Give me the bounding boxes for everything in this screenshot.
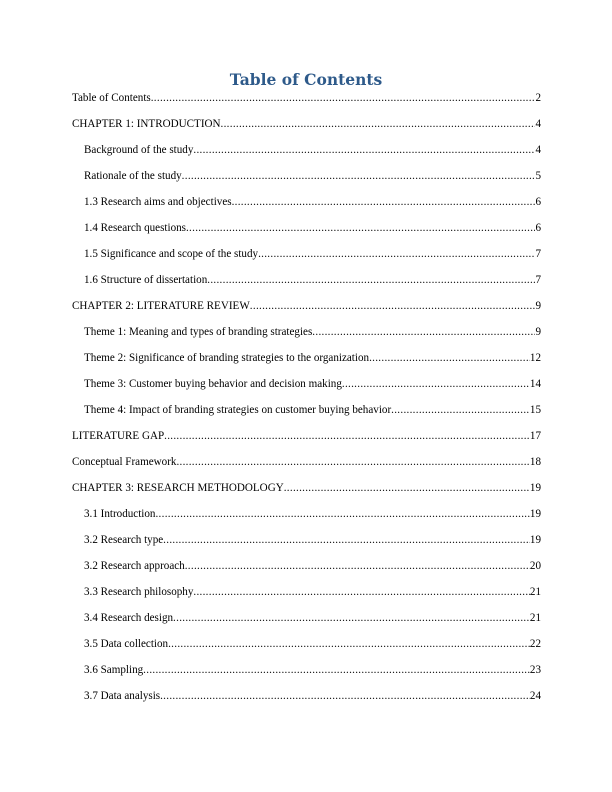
toc-entry[interactable] [72, 403, 541, 429]
toc-entry-page-number: 6 [535, 222, 541, 234]
toc-dot-leader [182, 169, 536, 183]
toc-title: Table of Contents [229, 70, 383, 89]
toc-entry-page-number: 9 [535, 300, 541, 312]
toc-entry[interactable] [72, 299, 541, 325]
toc-dot-leader [391, 403, 530, 417]
toc-dot-leader [143, 663, 530, 677]
toc-dot-leader [193, 143, 535, 157]
toc-entry-page-number: 2 [535, 92, 541, 104]
toc-dot-leader [163, 533, 530, 547]
toc-entry-title: Conceptual Framework [72, 456, 177, 468]
toc-list [72, 91, 541, 715]
toc-entry-page-number: 21 [529, 612, 541, 624]
toc-dot-leader [207, 273, 535, 287]
toc-entry-page-number: 14 [529, 378, 541, 390]
toc-dot-leader [342, 377, 530, 391]
toc-entry-page-number: 21 [529, 586, 541, 598]
toc-entry-title: Theme 4: Impact of branding strategies on customer buying behavior [84, 404, 392, 416]
toc-dot-leader [173, 611, 530, 625]
toc-entry[interactable] [72, 455, 541, 481]
toc-entry-page-number: 17 [529, 430, 541, 442]
toc-entry-title: 3.6 Sampling [84, 664, 144, 676]
toc-entry[interactable] [72, 143, 541, 169]
toc-entry-page-number: 20 [529, 560, 541, 572]
toc-entry-title: Background of the study [84, 144, 194, 156]
toc-entry-page-number: 12 [529, 352, 541, 364]
toc-dot-leader [176, 455, 529, 469]
toc-entry-title: 3.4 Research design [84, 612, 174, 624]
toc-entry-title: 3.3 Research philosophy [84, 586, 194, 598]
toc-entry-title: 3.2 Research approach [84, 560, 185, 572]
toc-entry[interactable] [72, 117, 541, 143]
toc-entry-page-number: 23 [529, 664, 541, 676]
toc-entry-title: LITERATURE GAP [72, 430, 165, 442]
toc-dot-leader [258, 247, 535, 261]
toc-entry[interactable] [72, 637, 541, 663]
toc-entry-page-number: 19 [529, 482, 541, 494]
toc-dot-leader [168, 637, 530, 651]
toc-entry-title: Theme 2: Significance of branding strategies to the organization [84, 352, 370, 364]
toc-entry-page-number: 19 [529, 508, 541, 520]
toc-entry-title: CHAPTER 2: LITERATURE REVIEW [72, 300, 250, 312]
toc-entry-page-number: 24 [529, 690, 541, 702]
toc-entry-title: Table of Contents [72, 92, 151, 104]
toc-dot-leader [160, 689, 530, 703]
toc-entry[interactable] [72, 585, 541, 611]
toc-entry-page-number: 9 [535, 326, 541, 338]
toc-entry[interactable] [72, 351, 541, 377]
toc-entry[interactable] [72, 559, 541, 585]
toc-dot-leader [221, 117, 536, 131]
toc-entry-title: 3.5 Data collection [84, 638, 169, 650]
toc-dot-leader [312, 325, 535, 339]
toc-entry-page-number: 4 [535, 144, 541, 156]
toc-entry-page-number: 4 [535, 118, 541, 130]
toc-entry[interactable] [72, 325, 541, 351]
toc-entry[interactable] [72, 507, 541, 533]
toc-entry-title: 3.7 Data analysis [84, 690, 161, 702]
toc-entry[interactable] [72, 221, 541, 247]
toc-dot-leader [186, 221, 535, 235]
toc-dot-leader [250, 299, 536, 313]
toc-entry-page-number: 7 [535, 248, 541, 260]
toc-entry[interactable] [72, 611, 541, 637]
toc-entry[interactable] [72, 689, 541, 715]
toc-entry-title: Theme 3: Customer buying behavior and decision making [84, 378, 342, 390]
toc-entry[interactable] [72, 273, 541, 299]
toc-entry-page-number: 22 [529, 638, 541, 650]
toc-entry-title: 3.1 Introduction [84, 508, 156, 520]
toc-dot-leader [185, 559, 530, 573]
toc-entry-page-number: 6 [535, 196, 541, 208]
toc-entry-title: 1.6 Structure of dissertation [84, 274, 208, 286]
toc-entry-page-number: 5 [535, 170, 541, 182]
toc-entry[interactable] [72, 377, 541, 403]
toc-entry[interactable] [72, 663, 541, 689]
toc-entry[interactable] [72, 533, 541, 559]
toc-entry-page-number: 19 [529, 534, 541, 546]
toc-dot-leader [164, 429, 530, 443]
toc-entry-title: CHAPTER 3: RESEARCH METHODOLOGY [72, 482, 284, 494]
toc-dot-leader [369, 351, 530, 365]
toc-entry-title: Rationale of the study [84, 170, 182, 182]
toc-entry[interactable] [72, 247, 541, 273]
toc-dot-leader [193, 585, 530, 599]
toc-dot-leader [155, 507, 529, 521]
toc-entry-title: Theme 1: Meaning and types of branding strategies [84, 326, 313, 338]
toc-entry-title: 1.5 Significance and scope of the study [84, 248, 259, 260]
toc-entry-title: CHAPTER 1: INTRODUCTION [72, 118, 221, 130]
toc-entry[interactable] [72, 169, 541, 195]
toc-entry-title: 1.4 Research questions [84, 222, 186, 234]
toc-dot-leader [284, 481, 530, 495]
toc-entry[interactable] [72, 91, 541, 117]
toc-entry[interactable] [72, 429, 541, 455]
toc-entry-page-number: 7 [535, 274, 541, 286]
toc-entry-page-number: 15 [529, 404, 541, 416]
toc-entry-title: 1.3 Research aims and objectives [84, 196, 232, 208]
toc-dot-leader [151, 91, 536, 105]
toc-entry-title: 3.2 Research type [84, 534, 164, 546]
toc-dot-leader [232, 195, 536, 209]
toc-entry[interactable] [72, 195, 541, 221]
toc-entry[interactable] [72, 481, 541, 507]
toc-entry-page-number: 18 [529, 456, 541, 468]
